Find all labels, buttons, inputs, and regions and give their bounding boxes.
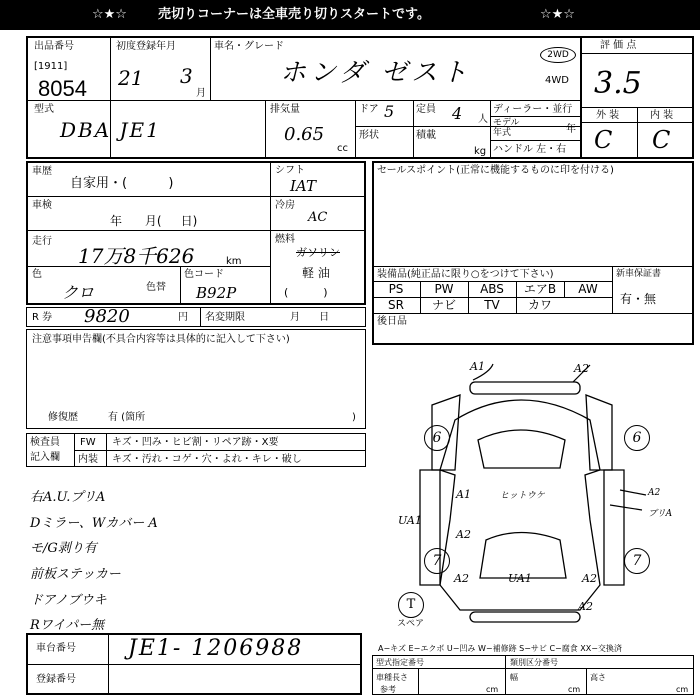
fuel-paren: ( )	[284, 286, 328, 299]
fuel-struck: ガソリン	[296, 246, 340, 259]
ac-label: 冷房	[275, 200, 295, 211]
repaint-label: 色替	[146, 282, 166, 293]
equip-label: 装備品(純正品に限り○をつけて下さい)	[377, 269, 554, 280]
history-label: 車歴	[32, 166, 52, 177]
lot-label: 出品番号	[34, 41, 74, 52]
inspection-label: 車検	[32, 200, 52, 211]
color-code-label: 色コード	[184, 269, 224, 280]
equipment-item: PW	[434, 282, 454, 296]
shift-label: シフト	[275, 165, 305, 176]
int-grade: C	[652, 126, 671, 154]
chassis-label: 車台番号	[36, 643, 76, 654]
inspector-label: 検査員	[30, 437, 60, 448]
displacement-value: 0.65	[284, 124, 325, 145]
remark-line: 右A.U.プリA	[30, 490, 106, 505]
mileage-label: 走行	[32, 236, 52, 247]
grade-label: 評 価 点	[600, 40, 637, 51]
r-label: R 券	[32, 312, 53, 323]
int-items: キズ・汚れ・コゲ・穴・よれ・キレ・破し	[112, 454, 302, 465]
equipment-item: カワ	[527, 298, 552, 312]
r-value: 9820	[84, 306, 130, 327]
inspection-value: 年 月( 日)	[110, 214, 198, 228]
kg-unit: kg	[474, 146, 487, 157]
shift-value: IAT	[290, 177, 316, 195]
equipment-item: TV	[484, 298, 500, 312]
first-reg-label: 初度登録年月	[116, 41, 176, 52]
damage-mark: A2	[648, 488, 661, 498]
reg-change-label: 名変期限	[205, 312, 245, 323]
reg-year: 21	[118, 66, 144, 90]
damage-mark: A2	[454, 572, 469, 585]
damage-mark: A1	[470, 360, 485, 373]
km-unit: km	[226, 256, 242, 267]
banner-stars-right: ☆★☆	[540, 7, 575, 22]
equipment-item: エアB	[523, 282, 557, 296]
equipment-item: PS	[388, 282, 404, 296]
sales-block	[372, 161, 694, 345]
length-cm: cm	[486, 685, 499, 694]
int-check-label: 内装	[78, 454, 98, 465]
model-value: DBA JE1	[60, 118, 161, 142]
damage-mark: UA1	[398, 514, 422, 527]
remark-line: Rワイパー無	[30, 618, 105, 633]
color-code-value: B92P	[196, 284, 237, 302]
repair-value: 有 (箇所	[108, 412, 146, 423]
person-unit: 人	[478, 114, 488, 125]
height-label: 高さ	[590, 673, 606, 682]
grade-value: 3.5	[594, 66, 642, 101]
class-no-label: 類別区分番号	[510, 658, 558, 667]
remark-line: ドアノブウキ	[30, 593, 107, 608]
doors-value: 5	[384, 102, 395, 121]
banner-stars-left: ☆★☆	[92, 7, 127, 22]
width-cm: cm	[568, 685, 581, 694]
yen-unit: 円	[178, 312, 188, 323]
reg-change-unit: 月 日	[290, 312, 330, 323]
equipment-item: ナビ	[431, 298, 456, 312]
load-label: 積載	[416, 130, 436, 141]
model-year-label: モデル 年式	[493, 118, 520, 138]
capacity-value: 4	[452, 104, 463, 123]
damage-mark: UA1	[508, 572, 532, 585]
drive-4wd: 4WD	[545, 75, 569, 86]
damage-mark: A2	[578, 600, 593, 613]
shape-label: 形状	[359, 130, 379, 141]
capacity-label: 定員	[416, 104, 436, 115]
ac-value: AC	[308, 210, 328, 225]
color-label: 色	[32, 269, 42, 280]
fuel-label: 燃料	[275, 234, 295, 245]
damage-mark: 7	[424, 548, 450, 574]
fw-label: FW	[80, 437, 96, 448]
equipment-item: SR	[388, 298, 404, 312]
entry-label: 記入欄	[30, 452, 60, 463]
equipment-item: AW	[578, 282, 598, 296]
ext-label: 外 装	[596, 110, 620, 121]
newcar-value: 有・無	[620, 292, 657, 306]
damage-mark: A2	[456, 528, 471, 541]
ref-label: 参考	[380, 685, 396, 694]
notes-label: 注意事項申告欄(不具合内容等は具体的に記入して下さい)	[32, 334, 290, 345]
equipment-item: ABS	[480, 282, 504, 296]
width-label: 幅	[510, 673, 518, 682]
lot-code: [1911]	[34, 61, 68, 72]
damage-mark: A2	[574, 362, 589, 375]
car-name: ホンダ ゼスト	[280, 58, 472, 88]
ext-grade: C	[594, 126, 613, 154]
mileage-value: 17万8千626	[78, 244, 195, 268]
color-value: クロ	[62, 283, 95, 302]
damage-mark: 6	[624, 425, 650, 451]
history-value: 自家用・( )	[70, 176, 174, 191]
damage-mark: ヒットウケ	[500, 491, 545, 501]
remark-line: Dミラー、Wカバー A	[30, 516, 158, 531]
length-label: 車種長さ	[376, 673, 408, 682]
damage-mark: A2	[582, 572, 597, 585]
model-no-label: 型式指定番号	[376, 658, 424, 667]
remark-line: モ/G剥り有	[30, 541, 97, 556]
banner-text: 売切りコーナーは全車売り切りスタートです。	[158, 7, 430, 22]
damage-mark: 7	[624, 548, 650, 574]
damage-mark: A1	[456, 488, 471, 501]
newcar-label: 新車保証書	[616, 269, 662, 279]
dealer-label: ディーラー・並行	[493, 104, 573, 115]
int-label: 内 装	[650, 110, 674, 121]
doors-label: ドア	[359, 104, 379, 115]
displacement-label: 排気量	[270, 104, 300, 115]
remark-line: 前板ステッカー	[30, 567, 121, 582]
banner	[0, 0, 700, 30]
reg-month: 3	[180, 64, 193, 88]
model-label: 型式	[34, 104, 54, 115]
fw-items: キズ・凹み・ヒビ割・リペア跡・X要	[112, 437, 279, 448]
year-unit: 年	[566, 124, 576, 135]
handle-label: ハンドル 左・右	[493, 144, 567, 155]
damage-mark: ブリA	[648, 509, 673, 519]
fuel-value: 軽 油	[302, 266, 330, 280]
registration-label: 登録番号	[36, 674, 76, 685]
spare-tire-symbol: T	[398, 592, 424, 618]
spare-label: スペア	[397, 619, 425, 629]
lot-number: 8054	[38, 76, 87, 101]
height-cm: cm	[676, 685, 689, 694]
back-label: 後日品	[377, 316, 407, 327]
damage-legend: A−キズ E−エクボ U−凹み W−補修跡 S−サビ C−腐食 XX−交換済	[378, 644, 622, 653]
sales-label: セールスポイント(正常に機能するものに印を付ける)	[377, 165, 614, 176]
damage-mark: 6	[424, 425, 450, 451]
repair-label: 修復歴	[48, 412, 78, 423]
cc-unit: cc	[337, 143, 348, 154]
name-label: 車名・グレード	[214, 41, 284, 52]
chassis-value: JE1- 1206988	[128, 636, 304, 661]
drive-2wd: 2WD	[540, 47, 576, 63]
month-unit: 月	[196, 88, 206, 99]
